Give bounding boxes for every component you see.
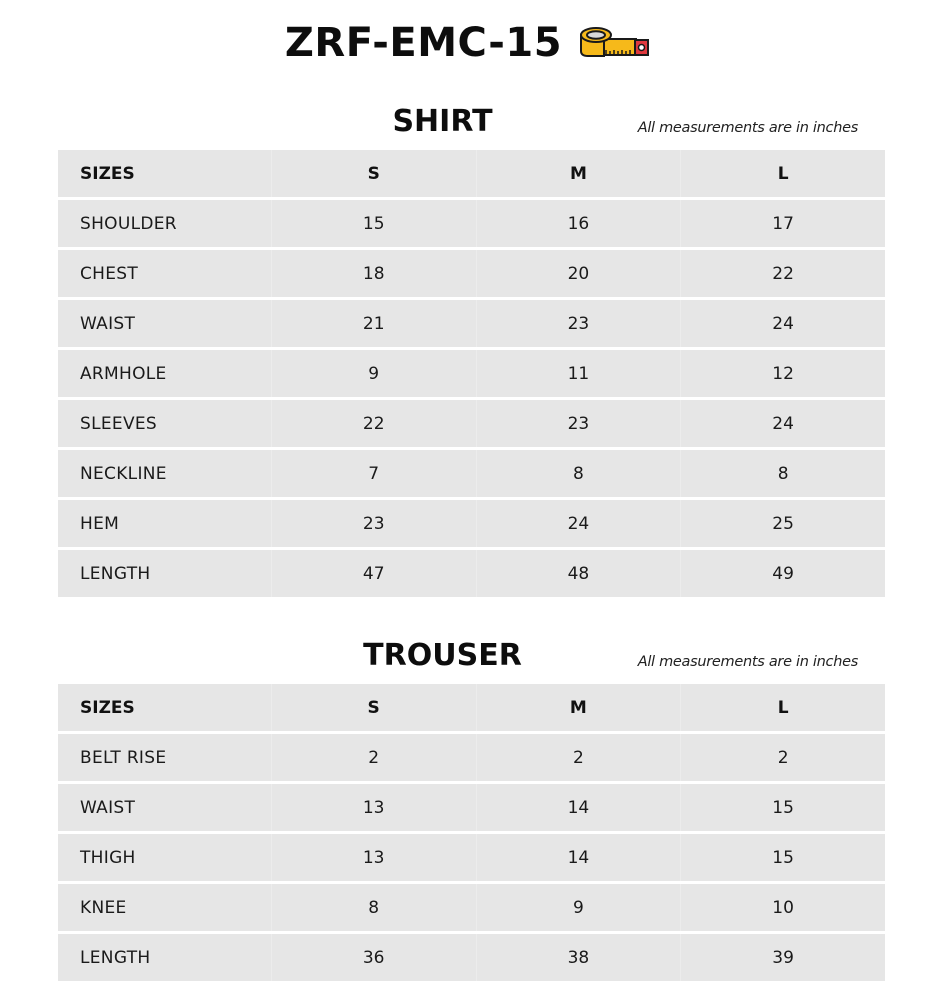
cell-m: 14 [477, 834, 682, 881]
table-row [58, 550, 885, 597]
table-row [58, 834, 885, 881]
cell-l: 25 [681, 500, 885, 547]
row-label: ARMHOLE [58, 350, 272, 397]
row-label: SLEEVES [58, 400, 272, 447]
page-header [0, 18, 935, 68]
page-title: ZRF-EMC-15 [284, 20, 563, 66]
cell-s: 47 [272, 550, 477, 597]
column-header-m: M [477, 150, 682, 197]
column-header-m: M [477, 684, 682, 731]
row-label: THIGH [58, 834, 272, 881]
cell-s: 2 [272, 734, 477, 781]
cell-s: 8 [272, 884, 477, 931]
cell-s: 23 [272, 500, 477, 547]
row-label: WAIST [58, 300, 272, 347]
row-label: WAIST [58, 784, 272, 831]
column-header-sizes: SIZES [58, 684, 272, 731]
tape-measure-icon [578, 25, 650, 61]
cell-l: 8 [681, 450, 885, 497]
cell-m: 2 [477, 734, 682, 781]
shirt-section [58, 102, 885, 600]
trouser-title: TROUSER [363, 638, 522, 673]
row-label: CHEST [58, 250, 272, 297]
shirt-title: SHIRT [392, 104, 493, 139]
table-row [58, 400, 885, 447]
column-header-s: S [272, 150, 477, 197]
cell-l: 12 [681, 350, 885, 397]
cell-s: 13 [272, 834, 477, 881]
cell-l: 49 [681, 550, 885, 597]
cell-m: 9 [477, 884, 682, 931]
cell-l: 22 [681, 250, 885, 297]
trouser-section [58, 636, 885, 984]
table-row [58, 934, 885, 981]
column-header-sizes: SIZES [58, 150, 272, 197]
row-label: KNEE [58, 884, 272, 931]
cell-s: 13 [272, 784, 477, 831]
trouser-size-table [58, 681, 885, 984]
cell-m: 23 [477, 400, 682, 447]
cell-s: 21 [272, 300, 477, 347]
table-header-row [58, 150, 885, 197]
shirt-size-table [58, 147, 885, 600]
table-row [58, 200, 885, 247]
trouser-section-header [58, 636, 885, 684]
cell-l: 24 [681, 400, 885, 447]
row-label: LENGTH [58, 934, 272, 981]
cell-m: 16 [477, 200, 682, 247]
cell-l: 39 [681, 934, 885, 981]
row-label: SHOULDER [58, 200, 272, 247]
row-label: HEM [58, 500, 272, 547]
table-header-row [58, 684, 885, 731]
cell-m: 48 [477, 550, 682, 597]
cell-m: 38 [477, 934, 682, 981]
cell-l: 24 [681, 300, 885, 347]
cell-m: 11 [477, 350, 682, 397]
table-row [58, 734, 885, 781]
cell-l: 15 [681, 784, 885, 831]
cell-l: 2 [681, 734, 885, 781]
cell-s: 18 [272, 250, 477, 297]
table-row [58, 884, 885, 931]
row-label: BELT RISE [58, 734, 272, 781]
table-row [58, 250, 885, 297]
table-row [58, 350, 885, 397]
cell-m: 8 [477, 450, 682, 497]
row-label: LENGTH [58, 550, 272, 597]
row-label: NECKLINE [58, 450, 272, 497]
cell-s: 36 [272, 934, 477, 981]
cell-l: 10 [681, 884, 885, 931]
cell-m: 24 [477, 500, 682, 547]
trouser-units-note: All measurements are in inches [637, 654, 858, 670]
column-header-s: S [272, 684, 477, 731]
table-row [58, 450, 885, 497]
cell-m: 23 [477, 300, 682, 347]
cell-m: 20 [477, 250, 682, 297]
cell-l: 15 [681, 834, 885, 881]
cell-s: 7 [272, 450, 477, 497]
table-row [58, 500, 885, 547]
shirt-units-note: All measurements are in inches [637, 120, 858, 136]
cell-s: 22 [272, 400, 477, 447]
table-row [58, 784, 885, 831]
cell-s: 15 [272, 200, 477, 247]
table-row [58, 300, 885, 347]
cell-m: 14 [477, 784, 682, 831]
cell-s: 9 [272, 350, 477, 397]
column-header-l: L [681, 150, 885, 197]
shirt-section-header [58, 102, 885, 150]
column-header-l: L [681, 684, 885, 731]
cell-l: 17 [681, 200, 885, 247]
